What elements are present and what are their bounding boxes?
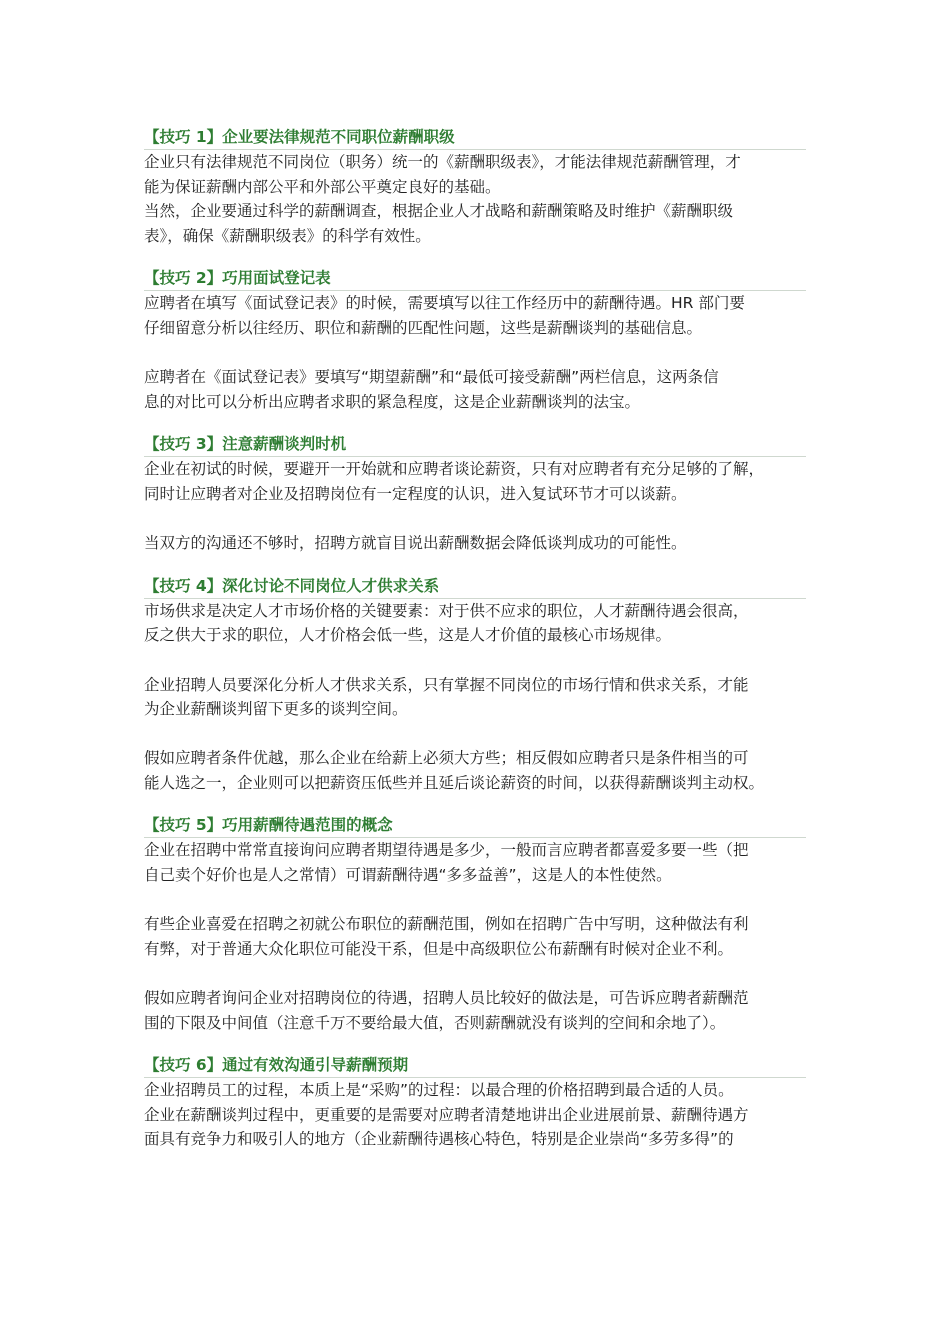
text-line: 应聘者在填写《面试登记表》的时候，需要填写以往工作经历中的薪酬待遇。HR 部门要 xyxy=(144,294,745,313)
text-line: 同时让应聘者对企业及招聘岗位有一定程度的认识，进入复试环节才可以谈薪。 xyxy=(144,484,687,503)
text-line: 企业只有法律规范不同岗位（职务）统一的《薪酬职级表》，才能法律规范薪酬管理，才 xyxy=(144,153,741,171)
section-heading: 【技巧 1】企业要法律规范不同职位薪酬职级 xyxy=(144,126,806,150)
text-line: 息的对比可以分析出应聘者求职的紧急程度，这是企业薪酬谈判的法宝。 xyxy=(144,392,641,411)
text-line: 企业在招聘中常常直接询问应聘者期望待遇是多少，一般而言应聘者都喜爱多要一些（把 xyxy=(144,841,749,860)
paragraph xyxy=(144,912,806,961)
text-line: 表》，确保《薪酬职级表》的科学有效性。 xyxy=(144,226,431,245)
section-heading: 【技巧 5】巧用薪酬待遇范围的概念 xyxy=(144,814,806,838)
paragraph xyxy=(144,199,806,248)
text-line: 当然，企业要通过科学的薪酬调查，根据企业人才战略和薪酬策略及时维护《薪酬职级 xyxy=(144,202,734,221)
text-line: 企业在薪酬谈判过程中，更重要的是需要对应聘者清楚地讲出企业进展前景、薪酬待遇方 xyxy=(144,1105,749,1124)
document-page xyxy=(144,126,806,1152)
paragraph xyxy=(144,986,806,1035)
paragraph xyxy=(144,1078,806,1152)
paragraph xyxy=(144,746,806,795)
text-line: 有些企业喜爱在招聘之初就公布职位的薪酬范围，例如在招聘广告中写明，这种做法有利 xyxy=(144,915,749,934)
section-heading: 【技巧 3】注意薪酬谈判时机 xyxy=(144,433,806,457)
text-line: 假如应聘者条件优越，那么企业在给薪上必须大方些；相反假如应聘者只是条件相当的可 xyxy=(144,749,749,768)
section-heading: 【技巧 6】通过有效沟通引导薪酬预期 xyxy=(144,1054,806,1078)
text-line: 市场供求是决定人才市场价格的关键要素：对于供不应求的职位，人才薪酬待遇会很高， xyxy=(144,601,749,620)
paragraph xyxy=(144,150,806,199)
paragraph xyxy=(144,838,806,887)
paragraph xyxy=(144,531,806,556)
text-line: 为企业薪酬谈判留下更多的谈判空间。 xyxy=(144,700,408,719)
text-line: 企业招聘员工的过程，本质上是“采购”的过程：以最合理的价格招聘到最合适的人员。 xyxy=(144,1081,734,1100)
text-line: 围的下限及中间值（注意千万不要给最大值，否则薪酬就没有谈判的空间和余地了）。 xyxy=(144,1013,726,1032)
text-line: 企业招聘人员要深化分析人才供求关系，只有掌握不同岗位的市场行情和供求关系，才能 xyxy=(144,675,749,694)
text-line: 自己卖个好价也是人之常情）可谓薪酬待遇“多多益善”，这是人的本性使然。 xyxy=(144,866,672,885)
paragraph xyxy=(144,599,806,648)
tip-section-1 xyxy=(144,126,806,248)
text-line: 当双方的沟通还不够时，招聘方就盲目说出薪酬数据会降低谈判成功的可能性。 xyxy=(144,534,687,553)
tip-section-3 xyxy=(144,433,806,555)
text-line: 假如应聘者询问企业对招聘岗位的待遇，招聘人员比较好的做法是，可告诉应聘者薪酬范 xyxy=(144,989,749,1008)
paragraph xyxy=(144,457,806,506)
section-heading: 【技巧 4】深化讨论不同岗位人才供求关系 xyxy=(144,575,806,599)
paragraph xyxy=(144,673,806,722)
text-line: 面具有竞争力和吸引人的地方（企业薪酬待遇核心特色，特别是企业崇尚“多劳多得”的 xyxy=(144,1130,734,1149)
tip-section-2 xyxy=(144,267,806,414)
section-heading: 【技巧 2】巧用面试登记表 xyxy=(144,267,806,291)
tip-section-5 xyxy=(144,814,806,1035)
text-line: 能人选之一，企业则可以把薪资压低些并且延后谈论薪资的时间，以获得薪酬谈判主动权。 xyxy=(144,773,765,792)
text-line: 企业在初试的时候，要避开一开始就和应聘者谈论薪资，只有对应聘者有充分足够的了解， xyxy=(144,460,765,479)
tip-section-6 xyxy=(144,1054,806,1152)
tip-section-4 xyxy=(144,575,806,796)
paragraph xyxy=(144,365,806,414)
text-line: 反之供大于求的职位，人才价格会低一些，这是人才价值的最核心市场规律。 xyxy=(144,626,672,645)
text-line: 应聘者在《面试登记表》要填写“期望薪酬”和“最低可接受薪酬”两栏信息，这两条信 xyxy=(144,368,719,387)
text-line: 有弊，对于普通大众化职位可能没干系，但是中高级职位公布薪酬有时候对企业不利。 xyxy=(144,939,734,958)
paragraph xyxy=(144,291,806,340)
text-line: 仔细留意分析以往经历、职位和薪酬的匹配性问题，这些是薪酬谈判的基础信息。 xyxy=(144,318,703,337)
text-line: 能为保证薪酬内部公平和外部公平奠定良好的基础。 xyxy=(144,177,501,196)
